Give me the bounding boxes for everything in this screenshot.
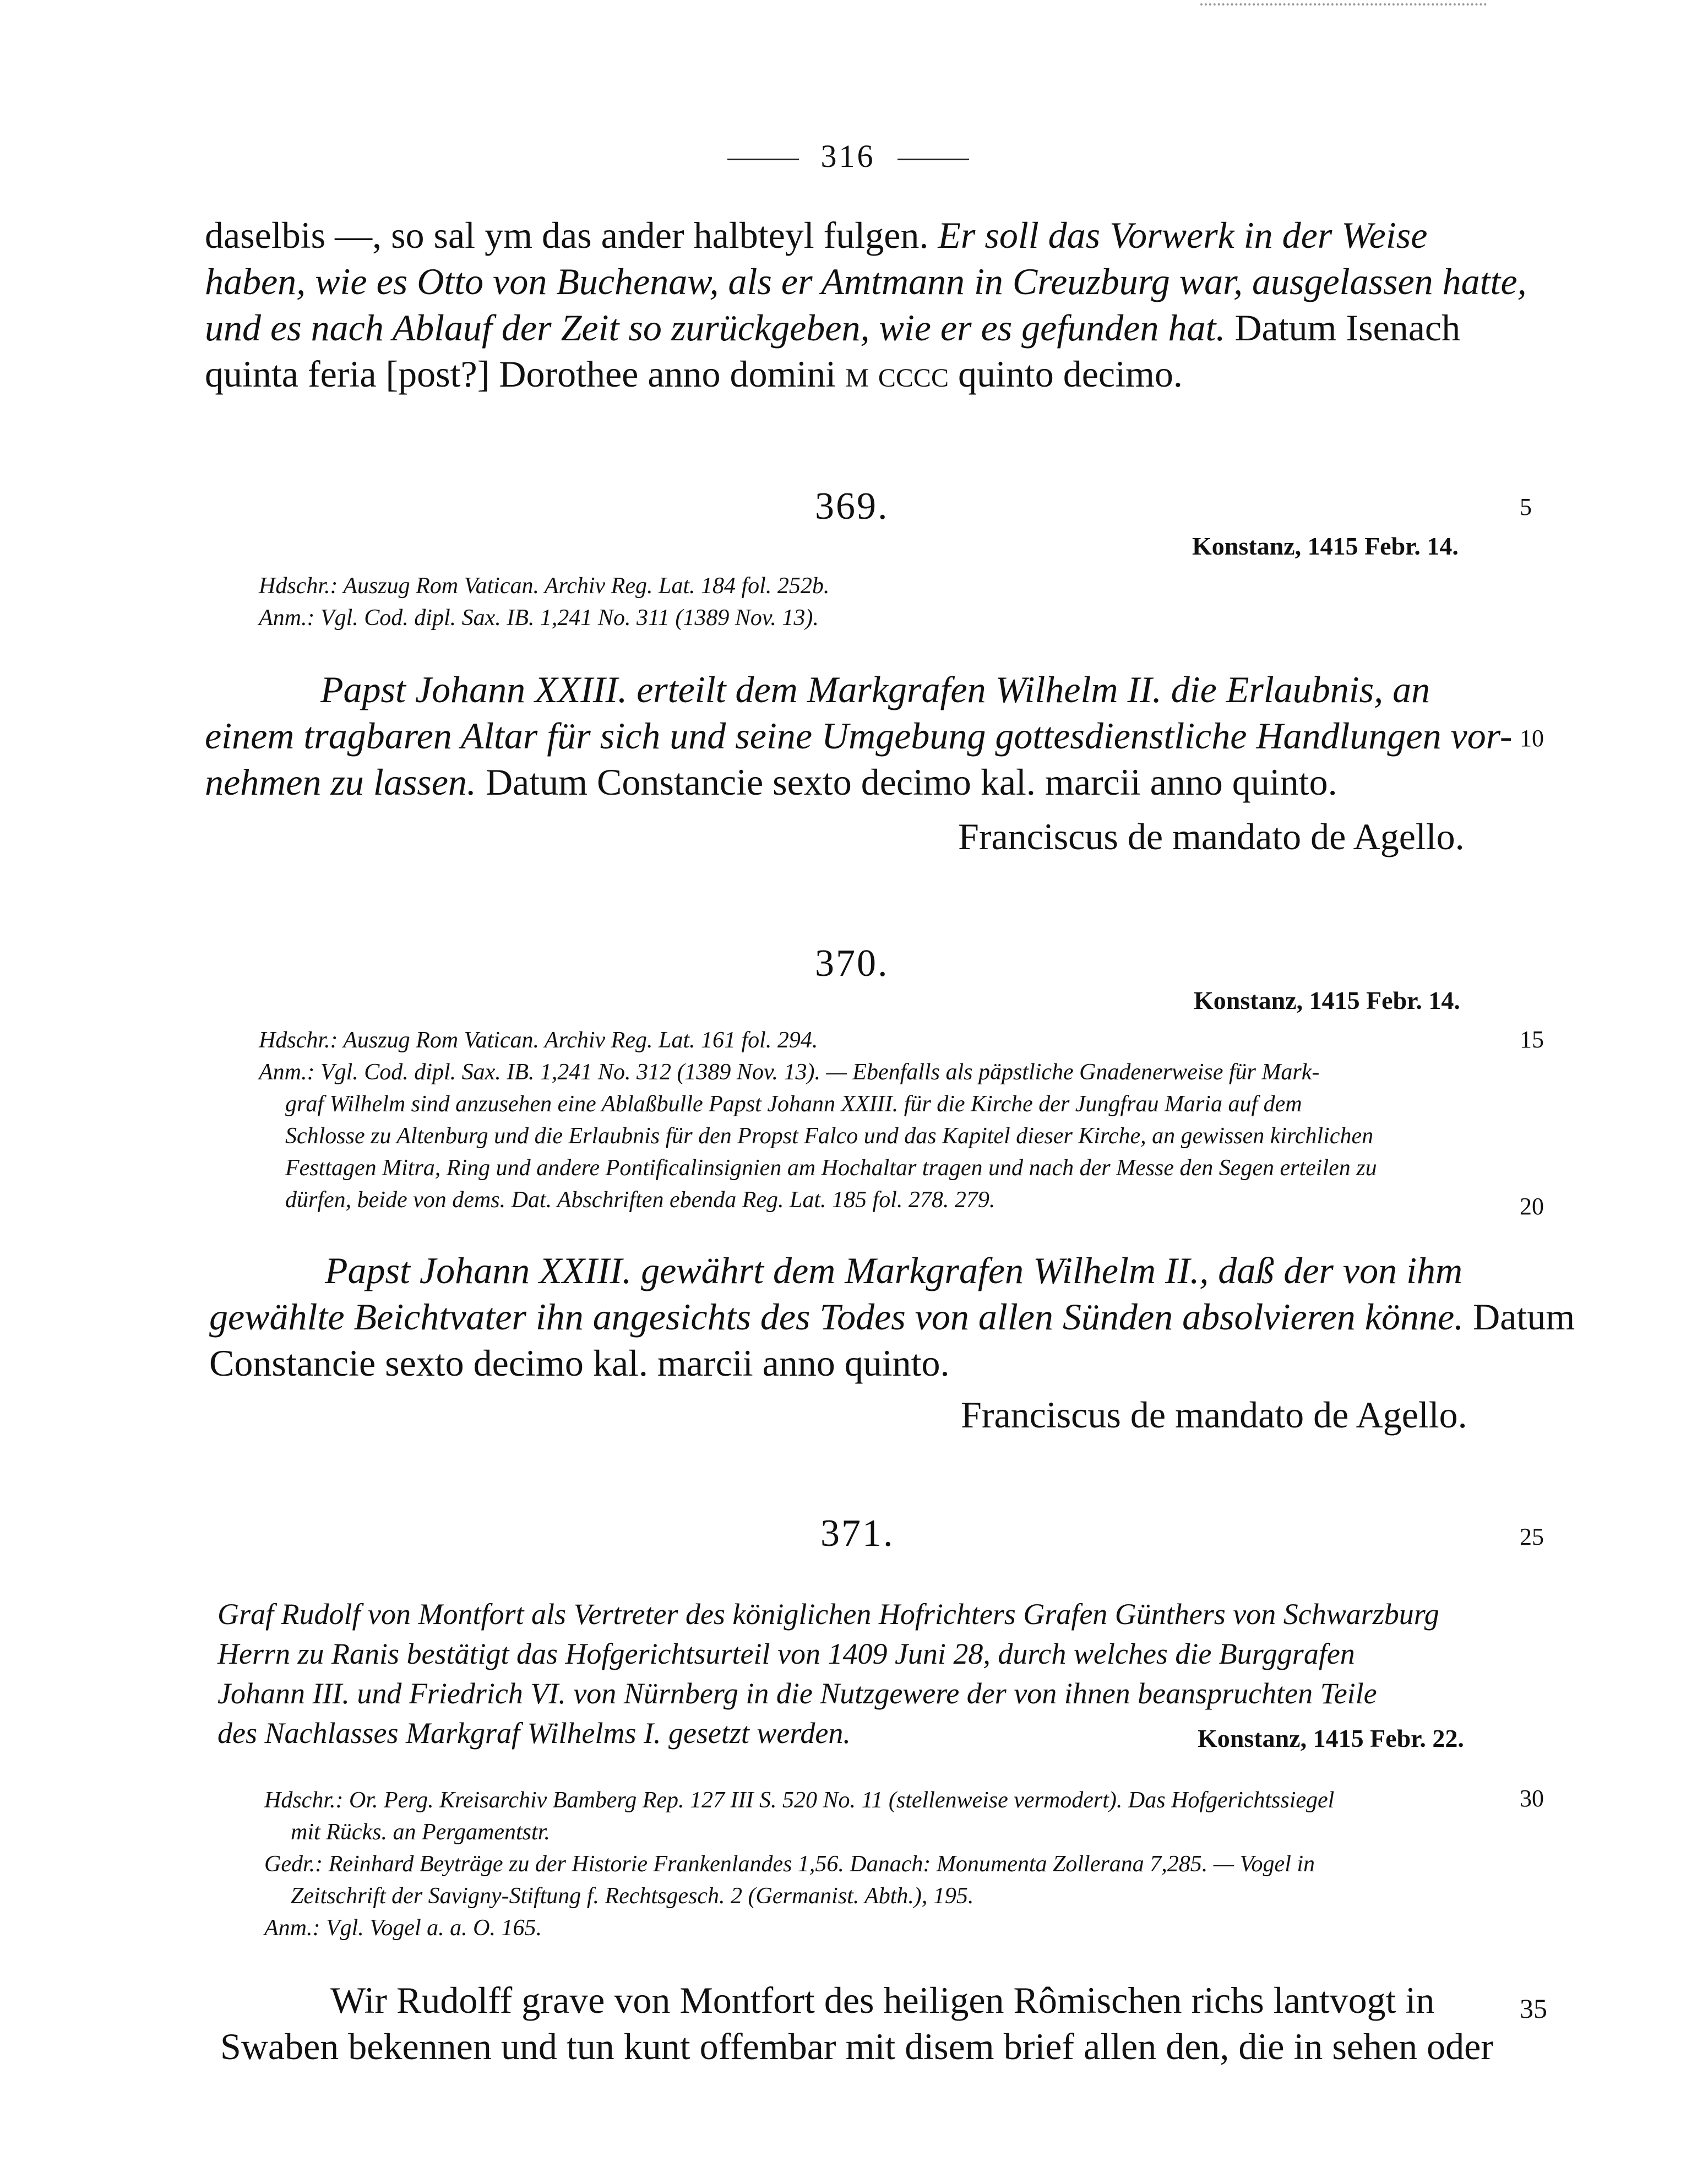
doc-371-text-line-2: Swaben bekennen und tun kunt offembar mit disem brief allen den, die in sehen oder [220,2025,1493,2067]
doc-369-text-line-3: nehmen zu lassen. Datum Constancie sexto decimo kal. marcii anno quinto. [205,761,1337,803]
page-number-text: 316 [820,138,875,174]
doc-371-number: 371. [820,1512,895,1555]
doc-371-regest-line-4: des Nachlasses Markgraf Wilhelms I. gesetzt werden. [217,1717,851,1750]
doc-371-text [220,1977,1509,2070]
top-dotted-rule [1200,3,1487,6]
doc-370-signature: Franciscus de mandato de Agello. [961,1394,1467,1436]
doc-370-note-6: dürfen, beide von dems. Dat. Abschriften ebenda Reg. Lat. 185 fol. 278. 279. [285,1187,996,1213]
doc-370-text-line-2: gewählte Beichtvater ihn angesichts des Todes von allen Sünden absolvieren könne. Datum [209,1296,1575,1338]
doc-369-place-date: Konstanz, 1415 Febr. 14. [1192,532,1459,560]
doc-370-number: 370. [815,942,889,985]
doc-369-note-1: Hdschr.: Auszug Rom Vatican. Archiv Reg. Lat. 184 fol. 252b. [259,573,830,599]
doc-369-text-line-2: einem tragbaren Altar für sich und seine Umgebung gottesdienstliche Handlungen vor- [205,715,1513,757]
doc-369-text [205,666,1513,805]
doc-371-regest-line-3: Johann III. und Friedrich VI. von Nürnberg in die Nutzgewere der von ihnen beanspruchten Teile [217,1677,1377,1710]
doc-370-note-1: Hdschr.: Auszug Rom Vatican. Archiv Reg. Lat. 161 fol. 294. [259,1028,818,1053]
doc-370-text-line-1: Papst Johann XXIII. gewährt dem Markgrafen Wilhelm II., daß der von ihm [325,1250,1463,1291]
page-number-dash-left [727,159,799,160]
doc-370-note-2: Anm.: Vgl. Cod. dipl. Sax. IB. 1,241 No. 312 (1389 Nov. 13). — Ebenfalls als päpstliche Gnadenerweise für Mark- [259,1060,1320,1085]
continuation-line-3: und es nach Ablauf der Zeit so zurückgeben, wie er es gefunden hat. Datum Isenach [205,307,1461,349]
line-number-20: 20 [1520,1193,1544,1220]
doc-370-text [209,1247,1575,1386]
page-number-dash-right [897,159,969,160]
continuation-line-4: quinta feria [post?] Dorothee anno domini m cccc quinto decimo. [205,353,1183,395]
doc-369-text-line-1: Papst Johann XXIII. erteilt dem Markgrafen Wilhelm II. die Erlaubnis, an [320,669,1430,710]
line-number-10: 10 [1520,725,1544,752]
doc-370-place-date: Konstanz, 1415 Febr. 14. [1194,986,1460,1014]
line-number-25: 25 [1520,1523,1544,1550]
doc-370-note-5: Festtagen Mitra, Ring und andere Pontificalinsignien am Hochaltar tragen und nach der Messe den Segen erteilen zu [285,1155,1377,1181]
doc-371-note-1: Hdschr.: Or. Perg. Kreisarchiv Bamberg Rep. 127 III S. 520 No. 11 (stellenweise vermodert). Das Hofgerichtssiegel [264,1788,1335,1813]
doc-370-note-3: graf Wilhelm sind anzusehen eine Ablaßbulle Papst Johann XXIII. für die Kirche der Jungfrau Maria auf dem [285,1092,1302,1117]
continuation-line-1: daselbis —, so sal ym das ander halbteyl fulgen. Er soll das Vorwerk in der Weise [205,214,1428,256]
doc-371-note-3: Gedr.: Reinhard Beyträge zu der Historie Frankenlandes 1,56. Danach: Monumenta Zollerana 7,285. — Vogel in [264,1851,1315,1877]
page-number [705,138,991,175]
doc-370-note-4: Schlosse zu Altenburg und die Erlaubnis für den Propst Falco und das Kapitel dieser Kirche, an gewissen kirchlichen [285,1123,1374,1149]
doc-371-note-2: mit Rücks. an Pergamentstr. [291,1820,550,1845]
doc-369-signature: Franciscus de mandato de Agello. [958,816,1465,857]
continuation-paragraph [205,212,1527,397]
doc-371-note-4: Zeitschrift der Savigny-Stiftung f. Rechtsgesch. 2 (Germanist. Abth.), 195. [291,1883,974,1909]
doc-371-place-date: Konstanz, 1415 Febr. 22. [1198,1724,1464,1752]
continuation-line-2: haben, wie es Otto von Buchenaw, als er Amtmann in Creuzburg war, ausgelassen hatte, [205,260,1527,302]
doc-371-regest-line-2: Herrn zu Ranis bestätigt das Hofgerichtsurteil von 1409 Juni 28, durch welches die Burggrafen [217,1637,1355,1670]
doc-370-notes [259,1024,1509,1216]
line-number-5: 5 [1520,493,1532,520]
doc-371-note-5: Anm.: Vgl. Vogel a. a. O. 165. [264,1915,542,1941]
doc-371-notes [264,1784,1509,1944]
line-number-15: 15 [1520,1026,1544,1053]
line-number-30: 30 [1520,1785,1544,1812]
doc-370-text-line-3: Constancie sexto decimo kal. marcii anno quinto. [209,1342,950,1384]
line-number-35: 35 [1520,1993,1547,2024]
doc-369-note-2: Anm.: Vgl. Cod. dipl. Sax. IB. 1,241 No. 311 (1389 Nov. 13). [259,605,819,631]
doc-369-number: 369. [815,485,889,528]
doc-371-regest-line-1: Graf Rudolf von Montfort als Vertreter des königlichen Hofrichters Grafen Günthers von Schwarzburg [217,1598,1439,1631]
doc-369-notes [259,570,1470,634]
doc-371-text-line-1: Wir Rudolff grave von Montfort des heiligen Rômischen richs lantvogt in [330,1979,1435,2021]
